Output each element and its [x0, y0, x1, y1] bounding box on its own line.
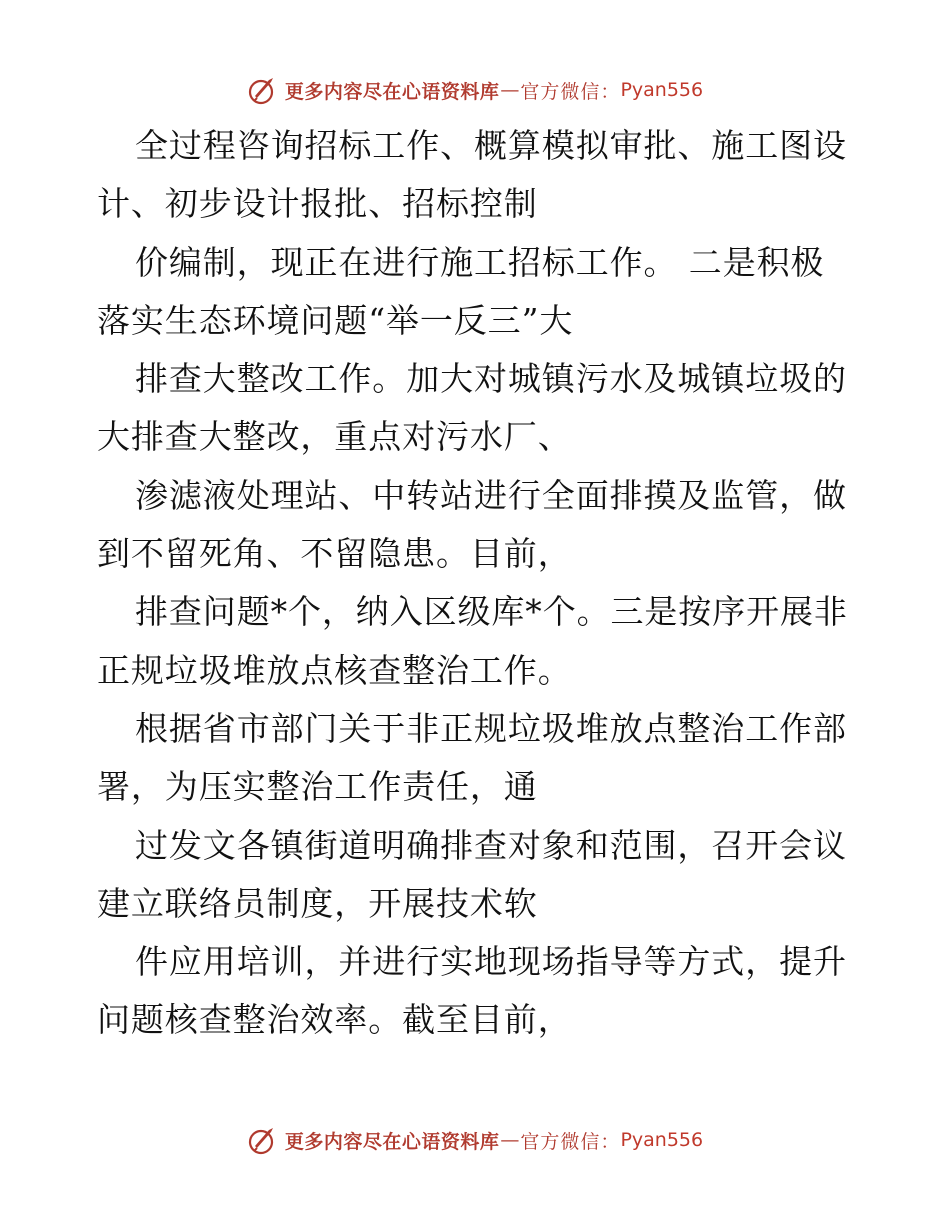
body-line: 问题核查整治效率。截至目前，	[97, 1000, 572, 1040]
header-wechat-label: 官方微信：	[520, 80, 621, 103]
body-line: 价编制，现正在进行施工招标工作。 二是积极	[135, 242, 825, 282]
quill-in-circle-icon	[247, 74, 279, 106]
header-brand-text: 更多内容尽在心语资料库	[284, 80, 500, 103]
body-line: 大排查大整改，重点对污水厂、	[97, 417, 572, 457]
header-watermark-banner	[0, 72, 950, 108]
quill-in-circle-icon	[247, 1124, 279, 1156]
body-line: 建立联络员制度，开展技术软	[97, 883, 538, 923]
body-line: 渗滤液处理站、中转站进行全面排摸及监管，做	[135, 475, 847, 515]
footer-wechat-label: 官方微信：	[520, 1130, 621, 1153]
body-line: 计、初步设计报批、招标控制	[97, 184, 538, 224]
header-dash: —	[500, 79, 520, 101]
body-line: 根据省市部门关于非正规垃圾堆放点整治工作部	[135, 708, 847, 748]
footer-brand-text: 更多内容尽在心语资料库	[284, 1130, 500, 1153]
body-line: 署，为压实整治工作责任，通	[97, 767, 538, 807]
body-line: 正规垃圾堆放点核查整治工作。	[97, 650, 572, 690]
footer-account-id: Pyan556	[620, 1129, 704, 1151]
footer-watermark-banner	[0, 1122, 950, 1158]
footer-dash: —	[500, 1129, 520, 1151]
body-line: 到不留死角、不留隐患。目前，	[97, 534, 572, 574]
body-line: 排查大整改工作。加大对城镇污水及城镇垃圾的	[135, 359, 847, 399]
body-line: 全过程咨询招标工作、概算模拟审批、施工图设	[135, 126, 847, 165]
body-line: 落实生态环境问题“举一反三”大	[97, 300, 574, 340]
header-account-id: Pyan556	[620, 79, 704, 101]
body-line: 过发文各镇街道明确排查对象和范围，召开会议	[135, 825, 847, 865]
body-line: 排查问题*个，纳入区级库*个。三是按序开展非	[135, 592, 848, 632]
document-body	[97, 117, 857, 1050]
body-line: 件应用培训，并进行实地现场指导等方式，提升	[135, 942, 847, 982]
